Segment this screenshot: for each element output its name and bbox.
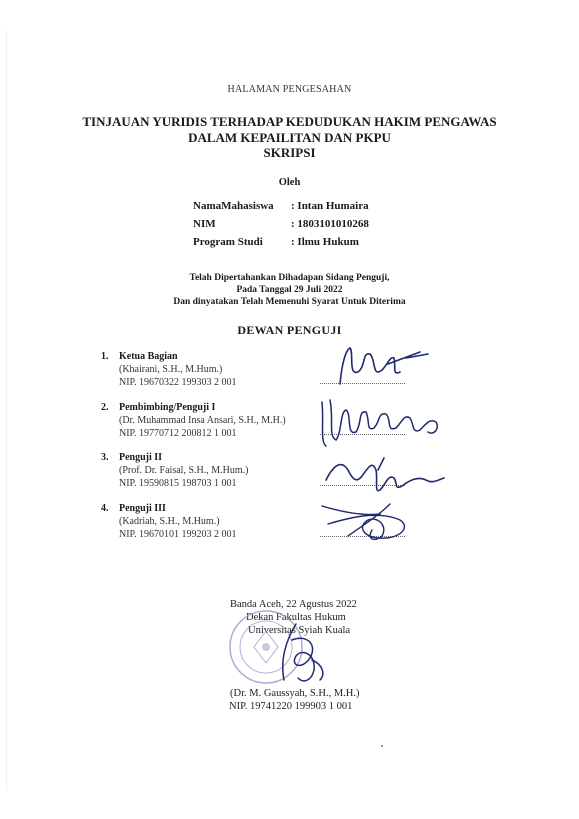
student-id-label: NIM bbox=[193, 218, 216, 230]
examiner-3-number: 3. bbox=[101, 452, 109, 463]
committee-heading: DEWAN PENGUJI bbox=[237, 323, 342, 337]
page-heading: HALAMAN PENGESAHAN bbox=[227, 84, 352, 95]
defense-note-line-1: Telah Dipertahankan Dihadapan Sidang Penguji, bbox=[189, 273, 390, 283]
examiner-1-signature bbox=[332, 342, 432, 392]
dean-signature bbox=[266, 620, 336, 690]
examiner-3-name: (Prof. Dr. Faisal, S.H., M.Hum.) bbox=[119, 465, 249, 476]
examiner-2-role: Pembimbing/Penguji I bbox=[119, 402, 216, 413]
examiner-3-nip: NIP. 19590815 198703 1 001 bbox=[119, 478, 237, 489]
student-name-label: NamaMahasiswa bbox=[193, 200, 274, 212]
defense-note-line-3: Dan dinyatakan Telah Memenuhi Syarat Untuk Diterima bbox=[173, 297, 406, 307]
approval-place-date: Banda Aceh, 22 Agustus 2022 bbox=[230, 599, 357, 610]
examiner-4-name: (Kadriah, S.H., M.Hum.) bbox=[119, 516, 220, 527]
examiner-1-number: 1. bbox=[101, 351, 109, 362]
study-program-value: : Ilmu Hukum bbox=[291, 236, 359, 248]
examiner-1-nip: NIP. 19670322 199303 2 001 bbox=[119, 377, 237, 388]
scan-speck bbox=[381, 745, 383, 747]
examiner-2-nip: NIP. 19770712 200812 1 001 bbox=[119, 428, 237, 439]
examiner-4-role: Penguji III bbox=[119, 503, 166, 514]
student-id-value: : 1803101010268 bbox=[291, 218, 369, 230]
examiner-3-role: Penguji II bbox=[119, 452, 163, 463]
examiner-1-name: (Khairani, S.H., M.Hum.) bbox=[119, 364, 223, 375]
by-label: Oleh bbox=[278, 177, 301, 188]
defense-note-line-2: Pada Tanggal 29 Juli 2022 bbox=[236, 285, 343, 295]
thesis-title-line-1: TINJAUAN YURIDIS TERHADAP KEDUDUKAN HAKIM PENGAWAS bbox=[82, 114, 497, 129]
examiner-4-signature bbox=[318, 496, 418, 546]
thesis-title-line-2: DALAM KEPAILITAN DAN PKPU bbox=[188, 130, 391, 145]
examiner-4-number: 4. bbox=[101, 503, 109, 514]
approval-position: Dekan Fakultas Hukum bbox=[246, 612, 346, 623]
examiner-4-nip: NIP. 19670101 199203 2 001 bbox=[119, 529, 237, 540]
examiner-1-role: Ketua Bagian bbox=[119, 351, 178, 362]
examiner-2-number: 2. bbox=[101, 402, 109, 413]
student-name-value: : Intan Humaira bbox=[291, 200, 369, 212]
examiner-2-name: (Dr. Muhammad Insa Ansari, S.H., M.H.) bbox=[119, 415, 286, 426]
examiner-3-signature bbox=[322, 450, 447, 500]
document-type: SKRIPSI bbox=[263, 145, 316, 160]
dean-name: (Dr. M. Gaussyah, S.H., M.H.) bbox=[230, 688, 360, 699]
dean-nip: NIP. 19741220 199903 1 001 bbox=[229, 701, 353, 712]
study-program-label: Program Studi bbox=[193, 236, 263, 248]
examiner-2-signature bbox=[316, 392, 446, 452]
approval-institution: Universitas Syiah Kuala bbox=[248, 625, 351, 636]
